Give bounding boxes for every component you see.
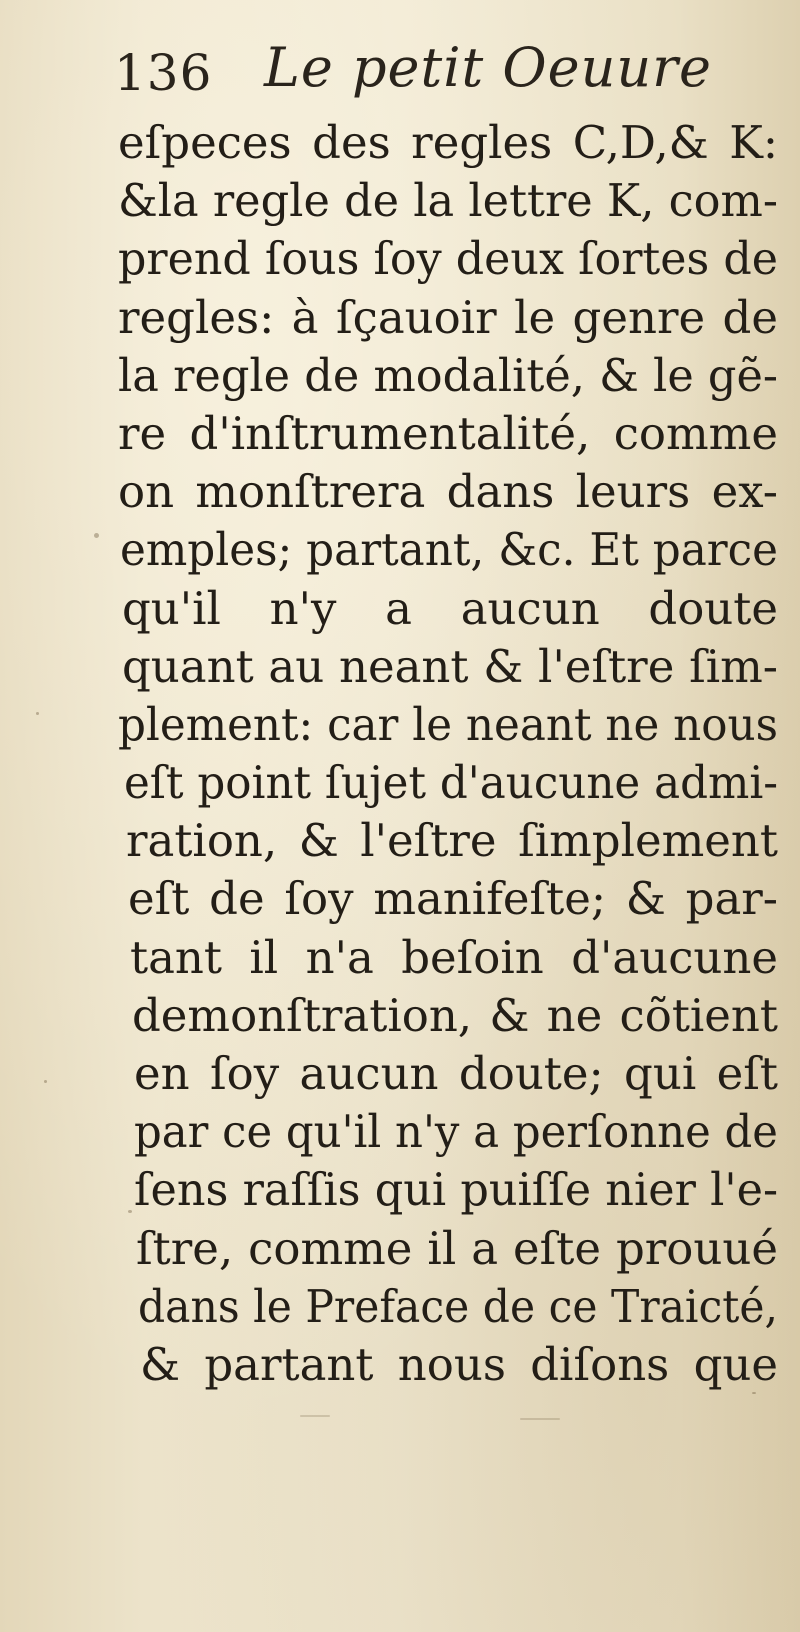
text-line: prend ſous ſoy deux ſortes de <box>118 232 778 286</box>
text-line: eſt point ſujet d'aucune admi- <box>124 756 779 810</box>
text-line: par ce qu'il n'y a perſonne de <box>134 1105 778 1159</box>
text-line: & partant nous diſons que <box>140 1337 778 1391</box>
text-line: &la regle de la lettre K, com- <box>118 174 778 228</box>
text-line: plement: car le neant ne nous <box>118 697 779 751</box>
running-title: Le petit Oeuure <box>264 36 712 99</box>
text-line: en ſoy aucun doute; qui eſt <box>134 1047 778 1100</box>
text-line: on monſtrera dans leurs ex- <box>118 465 778 519</box>
paper-speck <box>44 1080 47 1083</box>
page-number: 136 <box>114 44 213 102</box>
text-line: qu'il n'y a aucun doute <box>122 581 778 635</box>
text-line: re d'inſtrumentalité, comme <box>118 406 778 460</box>
body-text <box>118 114 778 1394</box>
text-line: ſtre, comme il a eſte prouué <box>136 1221 778 1275</box>
paper-speck <box>300 1415 330 1417</box>
text-line: regles: à ſçauoir le genre de <box>118 290 778 344</box>
text-line: tant il n'a beſoin d'aucune <box>130 930 778 984</box>
text-line: eſpeces des regles C,D,& K: <box>118 116 778 169</box>
text-line: eſt de ſoy manifeſte; & par- <box>128 872 778 926</box>
text-line: ration, & l'eſtre ſimplement <box>126 814 778 868</box>
paper-speck <box>36 712 39 715</box>
text-line: demonſtration, & ne cõtient <box>132 988 778 1042</box>
page-header <box>114 36 774 108</box>
text-line: ſens raſſis qui puiſſe nier l'e- <box>134 1163 778 1217</box>
paper-speck <box>520 1418 560 1420</box>
text-line: emples; partant, &c. Et parce <box>120 523 779 577</box>
text-line: quant au neant & l'eſtre ſim- <box>122 639 778 693</box>
text-line: la regle de modalité, & le gẽ- <box>118 348 779 402</box>
text-line: dans le Preface de ce Traicté, <box>138 1279 778 1333</box>
paper-speck <box>94 533 99 538</box>
